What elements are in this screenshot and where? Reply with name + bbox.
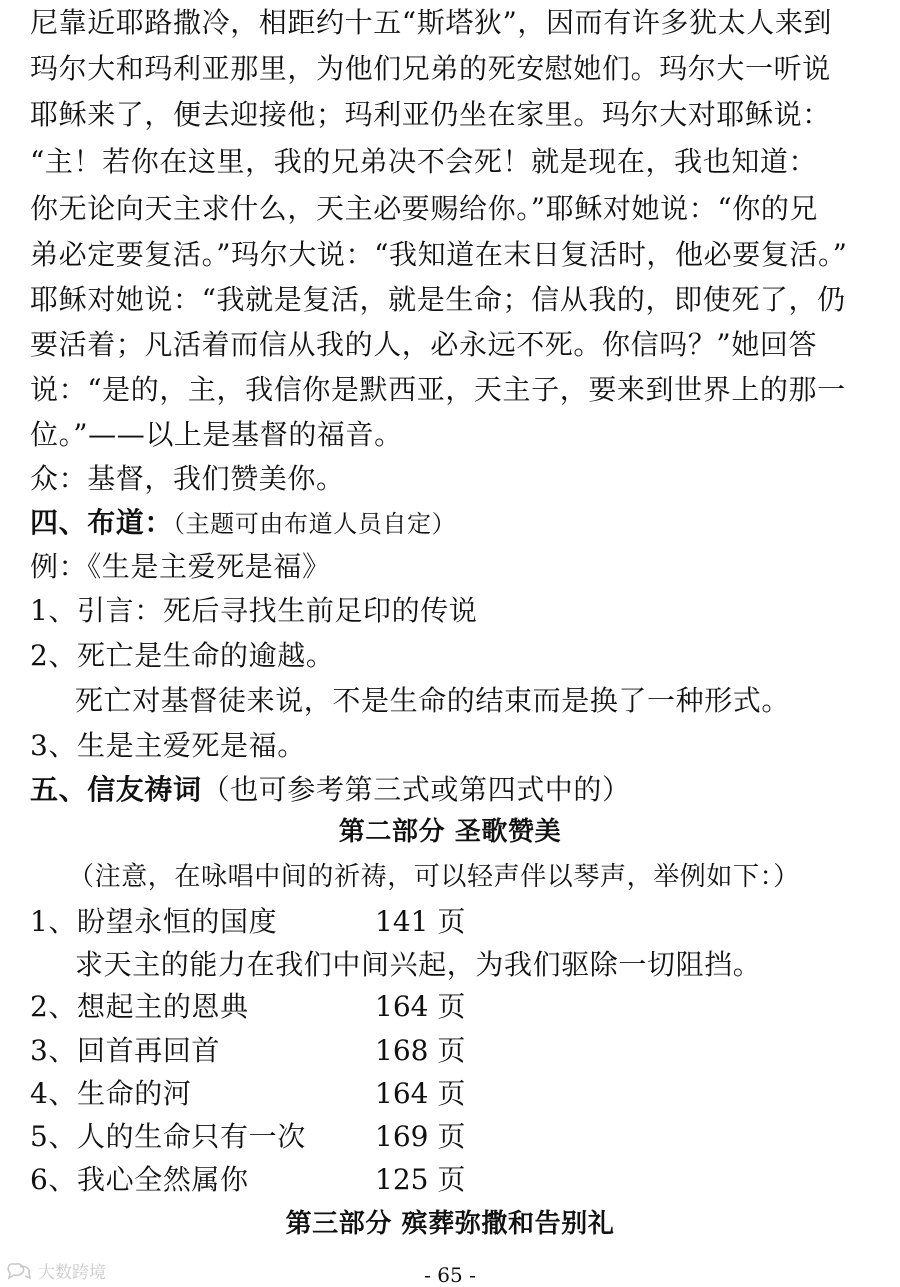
sermon-heading-note: （主题可由布道人员自定） — [173, 510, 457, 538]
hymn-title-4: 4、生命的河 — [30, 1077, 192, 1110]
gospel-line-5: 你无论向天主求什么，天主必要赐给你。”耶稣对她说：“你的兄 — [30, 192, 819, 225]
sermon-heading: 四、布道： — [30, 506, 174, 539]
hymn-page-1: 141 页 — [375, 905, 466, 938]
part2-title: 第二部分 圣歌赞美 — [338, 817, 562, 847]
gospel-line-3: 耶稣来了，便去迎接他；玛利亚仍坐在家里。玛尔大对耶稣说： — [30, 98, 831, 131]
gospel-line-9: 说：“是的，主，我信你是默西亚，天主子，要来到世界上的那一 — [30, 373, 846, 406]
prayers-note: （也可参考第三式或第四式中的） — [201, 773, 631, 806]
hymn-title-3: 3、回首再回首 — [30, 1034, 221, 1067]
hymn-page-3: 168 页 — [375, 1034, 466, 1067]
prayers-heading-line — [30, 773, 631, 807]
hymn-title-1: 1、盼望永恒的国度 — [30, 905, 278, 938]
gospel-line-2: 玛尔大和玛利亚那里，为他们兄弟的死安慰她们。玛尔大一听说 — [30, 52, 831, 85]
gospel-line-4: “主！若你在这里，我的兄弟决不会死！就是现在，我也知道： — [30, 145, 818, 178]
sermon-example: 例：《生是主爱死是福》 — [30, 550, 331, 583]
gospel-line-1: 尼靠近耶路撒冷，相距约十五“斯塔狄”，因而有许多犹太人来到 — [30, 6, 833, 39]
hymn-page-6: 125 页 — [375, 1163, 466, 1196]
sermon-point-2: 2、死亡是生命的逾越。 — [30, 639, 335, 672]
prayers-heading: 五、信友祷词 — [30, 773, 202, 806]
part2-note: （注意，在咏唱中间的祈祷，可以轻声伴以琴声，举例如下：） — [68, 862, 800, 892]
gospel-line-6: 弟必定要复活。”玛尔大说：“我知道在末日复活时，他必要复活。” — [30, 238, 848, 271]
sermon-point-1: 1、引言：死后寻找生前足印的传说 — [30, 594, 478, 627]
hymn-page-5: 169 页 — [375, 1120, 466, 1153]
hymn-title-6: 6、我心全然属你 — [30, 1163, 249, 1196]
hymn-title-2: 2、想起主的恩典 — [30, 990, 249, 1023]
page-number: - 65 - — [424, 1263, 476, 1287]
part3-title: 第三部分 殡葬弥撒和告别礼 — [285, 1209, 615, 1239]
hymn1-prayer: 求天主的能力在我们中间兴起，为我们驱除一切阻挡。 — [75, 948, 762, 981]
hymn-page-2: 164 页 — [375, 990, 466, 1023]
watermark-text: 大数跨境 — [38, 1263, 106, 1283]
sermon-point-3: 3、生是主爱死是福。 — [30, 729, 306, 762]
gospel-response: 众：基督，我们赞美你。 — [30, 462, 345, 495]
gospel-line-10: 位。”——以上是基督的福音。 — [30, 418, 403, 451]
sermon-heading-line — [30, 506, 456, 541]
hymn-title-5: 5、人的生命只有一次 — [30, 1120, 306, 1153]
gospel-line-7: 耶稣对她说：“我就是复活，就是生命；信从我的，即使死了，仍 — [30, 283, 846, 316]
gospel-line-8: 要活着；凡活着而信从我的人，必永远不死。你信吗？”她回答 — [30, 328, 818, 361]
hymn-page-4: 164 页 — [375, 1077, 466, 1110]
sermon-point-2-detail: 死亡对基督徒来说，不是生命的结束而是换了一种形式。 — [75, 684, 791, 717]
